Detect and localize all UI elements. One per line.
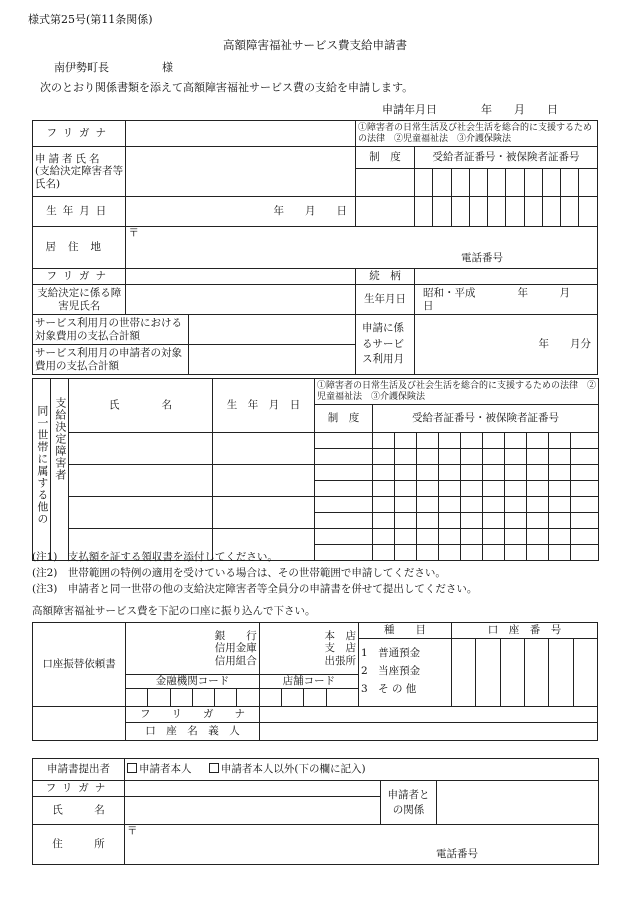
household-name-header: 氏 名 (69, 379, 213, 433)
household-total-input[interactable] (189, 315, 356, 345)
cert-cell[interactable] (571, 513, 599, 529)
cert-cell[interactable] (417, 529, 439, 545)
cert-cell[interactable] (571, 465, 599, 481)
account-kind-options[interactable] (358, 639, 451, 707)
inst-code-digit[interactable] (192, 689, 214, 707)
cert-cell[interactable] (483, 481, 505, 497)
cert-cell[interactable] (439, 465, 461, 481)
branch-code-label: 店舗コード (259, 675, 358, 689)
inst-code-digit[interactable] (148, 689, 170, 707)
applicant-total-input[interactable] (189, 345, 356, 375)
side-label-text: 同一世帯に属する他の (35, 405, 49, 525)
cert-cell[interactable] (549, 529, 571, 545)
cert-cell[interactable] (439, 497, 461, 513)
child-furigana-input[interactable] (126, 269, 356, 285)
cert-cell[interactable] (461, 449, 483, 465)
cert-cell[interactable] (439, 545, 461, 561)
cert-cell[interactable] (571, 481, 599, 497)
relation-to-applicant-input[interactable] (437, 781, 599, 825)
relation-to-applicant-label: 申請者との関係 (381, 781, 437, 825)
submitter-furigana-label: フリガナ (33, 781, 125, 797)
household-birth-header: 生 年 月 日 (213, 379, 315, 433)
other-checkbox[interactable] (209, 763, 219, 773)
child-name-input[interactable] (126, 285, 356, 315)
cert-cell[interactable] (461, 465, 483, 481)
submitter-name-input[interactable] (125, 797, 381, 825)
cert-cell[interactable] (461, 529, 483, 545)
member-birth-input[interactable] (213, 433, 315, 465)
account-kind-label: 種 目 (358, 623, 451, 639)
member-name-input[interactable] (69, 497, 213, 529)
cert-cell[interactable] (549, 481, 571, 497)
cert-cell[interactable] (373, 481, 395, 497)
furigana-label: フリガナ (33, 121, 126, 147)
cert-cell[interactable] (483, 529, 505, 545)
type-kumiai: 信用組合 (214, 654, 257, 667)
member-birth-input[interactable] (213, 465, 315, 497)
name-label-main: 申請者氏名 (35, 152, 103, 165)
submitter-address-label: 住 所 (33, 825, 125, 865)
cert-cell[interactable] (417, 465, 439, 481)
cert-cell[interactable] (505, 481, 527, 497)
member-name-input[interactable] (69, 433, 213, 465)
phone-label: 電話番号 (461, 251, 503, 264)
type-bank: 銀 行 (214, 629, 257, 642)
cert-cell[interactable] (373, 433, 395, 449)
cert-cell[interactable] (579, 169, 598, 197)
household-total-label: サービス利用月の世帯における対象費用の支払合計額 (33, 315, 189, 345)
institution-type (126, 623, 260, 675)
birthdate-label: 生年月日 (33, 197, 126, 227)
cert-cell[interactable] (549, 513, 571, 529)
cert-cell[interactable] (417, 481, 439, 497)
account-digit[interactable] (549, 639, 573, 707)
member-system-input[interactable] (315, 513, 373, 529)
cert-cell[interactable] (579, 197, 598, 227)
branch-shucchojo: 出張所 (324, 654, 356, 667)
side-label-text-2: 支給決定障害者 (53, 397, 67, 481)
cert-cell[interactable] (395, 449, 417, 465)
cert-cell[interactable] (527, 545, 549, 561)
cert-cell[interactable] (571, 449, 599, 465)
furigana-input[interactable] (126, 121, 356, 147)
system-label: 制 度 (356, 147, 415, 169)
cert-cell[interactable] (417, 497, 439, 513)
account-digit[interactable] (476, 639, 500, 707)
submitter-furigana-input[interactable] (125, 781, 381, 797)
branch-code-digit[interactable] (326, 689, 358, 707)
cert-cell[interactable] (527, 481, 549, 497)
submitter-phone-label: 電話番号 (436, 847, 479, 860)
form-title: 高額障害福祉サービス費支給申請書 (223, 38, 407, 52)
cert-cell[interactable] (483, 449, 505, 465)
cert-cell[interactable] (469, 197, 487, 227)
member-system-input[interactable] (315, 529, 373, 545)
cert-cell[interactable] (505, 433, 527, 449)
cert-cell[interactable] (373, 465, 395, 481)
branch-type (259, 623, 358, 675)
service-month-label: 申請に係るサービス利用月 (356, 315, 415, 375)
submitter-address-input[interactable] (125, 825, 599, 865)
inst-code-digit[interactable] (215, 689, 237, 707)
application-date: 申請年月日 年 月 日 (382, 103, 558, 116)
cert-cell[interactable] (461, 497, 483, 513)
account-digit[interactable] (524, 639, 548, 707)
cert-cell[interactable] (461, 481, 483, 497)
kind-futsu[interactable]: 1 普通預金 (360, 647, 421, 659)
system-input[interactable] (356, 169, 415, 197)
bank-label-filler (33, 707, 126, 741)
holder-furigana-label: フ リ ガ ナ (126, 707, 260, 723)
cert-cell[interactable] (571, 433, 599, 449)
cert-cell[interactable] (483, 433, 505, 449)
birthdate-input[interactable]: 年 月 日 (126, 197, 356, 227)
household-cert-label: 受給者証番号・被保険者証番号 (373, 405, 599, 433)
cert-cell[interactable] (395, 545, 417, 561)
submitter-name-label: 氏 名 (33, 797, 125, 825)
cert-cell[interactable] (505, 545, 527, 561)
cert-cell[interactable] (373, 449, 395, 465)
cert-cell[interactable] (571, 497, 599, 513)
cert-cell[interactable] (439, 449, 461, 465)
branch-shiten: 支 店 (324, 642, 356, 655)
household-side-label-2 (51, 379, 69, 561)
branch-code-digit[interactable] (282, 689, 304, 707)
cert-cell[interactable] (414, 197, 432, 227)
address-input[interactable] (126, 227, 598, 269)
household-system-label: 制 度 (315, 405, 373, 433)
member-system-input[interactable] (315, 465, 373, 481)
cert-cell[interactable] (439, 513, 461, 529)
self-checkbox[interactable] (127, 763, 137, 773)
cert-cell[interactable] (461, 513, 483, 529)
cert-cell[interactable] (527, 497, 549, 513)
other-option-label: 申請者本人以外(下の欄に記入) (220, 763, 366, 776)
address-label: 居住地 (33, 227, 126, 269)
kind-other[interactable]: 3 そ の 他 (360, 682, 417, 695)
postal-mark: 〒 (128, 227, 139, 239)
inst-code-digit[interactable] (170, 689, 192, 707)
cert-cell[interactable] (527, 513, 549, 529)
cert-cell[interactable] (483, 545, 505, 561)
cert-cell[interactable] (549, 433, 571, 449)
member-system-input[interactable] (315, 497, 373, 513)
account-digit[interactable] (573, 639, 597, 707)
laws-text: ①障害者の日常生活及び社会生活を総合的に支援するための法律 ②児童福祉法 ③介護保険法 (356, 121, 598, 147)
submitter-postal-mark: 〒 (127, 825, 138, 837)
service-month-input[interactable]: 年 月分 (414, 315, 597, 375)
self-option-label: 申請者本人 (139, 763, 192, 776)
note-3: (注3) 申請者と同一世帯の他の支給決定障害者等全員分の申請書を併せて提出してください。 (32, 583, 478, 595)
cert-cell[interactable] (488, 197, 506, 227)
submitter-label: 申請書提出者 (33, 759, 125, 781)
cert-cell[interactable] (414, 169, 432, 197)
submitter-table (32, 758, 599, 865)
cert-cell[interactable] (527, 449, 549, 465)
cert-cell[interactable] (373, 545, 395, 561)
branch-code-digit[interactable] (304, 689, 326, 707)
household-table (32, 378, 599, 561)
cert-cell[interactable] (451, 197, 469, 227)
cert-cell[interactable] (433, 197, 451, 227)
branch-code-digit[interactable] (259, 689, 281, 707)
cert-cell[interactable] (417, 545, 439, 561)
submitter-options (125, 759, 599, 781)
intro-text: 次のとおり関係書類を添えて高額障害福祉サービス費の支給を申請します。 (40, 81, 414, 94)
cert-cell[interactable] (483, 465, 505, 481)
inst-code-digit[interactable] (126, 689, 148, 707)
cert-cell[interactable] (524, 197, 542, 227)
applicant-total-label: サービス利用月の申請者の対象費用の支払合計額 (33, 345, 189, 375)
cert-no-label: 受給者証番号・被保険者証番号 (414, 147, 597, 169)
cert-cell[interactable] (373, 529, 395, 545)
cert-cell[interactable] (395, 433, 417, 449)
institution-code-label: 金融機関コード (126, 675, 260, 689)
inst-code-digit[interactable] (237, 689, 259, 707)
member-system-input[interactable] (315, 433, 373, 449)
cert-cell[interactable] (395, 513, 417, 529)
account-no-label: 口 座 番 号 (452, 623, 598, 639)
bank-intro: 高額障害福祉サービス費を下記の口座に振り込んで下さい。 (32, 605, 316, 617)
cert-cell[interactable] (506, 197, 524, 227)
member-birth-input[interactable] (213, 497, 315, 529)
cert-cell[interactable] (373, 497, 395, 513)
member-name-input[interactable] (69, 465, 213, 497)
applicant-name-input[interactable] (126, 147, 356, 197)
cert-cell[interactable] (417, 449, 439, 465)
form-number: 様式第25号(第11条関係) (28, 13, 153, 26)
cert-cell[interactable] (506, 169, 524, 197)
cert-cell[interactable] (527, 529, 549, 545)
cert-cell[interactable] (483, 497, 505, 513)
cert-cell[interactable] (561, 197, 579, 227)
applicant-name-label (33, 147, 126, 197)
name-label-sub: (支給決定障害者等氏名) (35, 165, 124, 190)
child-birth-label: 生年月日 (356, 285, 415, 315)
cert-cell[interactable] (542, 169, 560, 197)
cert-cell[interactable] (417, 513, 439, 529)
account-digit[interactable] (500, 639, 524, 707)
cert-cell[interactable] (571, 529, 599, 545)
cert-cell[interactable] (549, 497, 571, 513)
cert-cell[interactable] (461, 433, 483, 449)
cert-cell[interactable] (469, 169, 487, 197)
cert-cell[interactable] (395, 481, 417, 497)
cert-cell[interactable] (395, 529, 417, 545)
household-side-label (33, 379, 51, 561)
cert-cell[interactable] (395, 497, 417, 513)
cert-cell[interactable] (571, 545, 599, 561)
honorific: 様 (162, 61, 173, 74)
cert-cell[interactable] (542, 197, 560, 227)
bank-table (32, 622, 598, 741)
cert-cell[interactable] (524, 169, 542, 197)
cert-cell[interactable] (505, 513, 527, 529)
note-1: (注1) 支払額を証する領収書を添付してください。 (32, 551, 278, 563)
child-birth-input[interactable]: 昭和・平成 年 月 日 (414, 285, 597, 315)
branch-honten: 本 店 (324, 629, 356, 642)
cert-cell[interactable] (505, 465, 527, 481)
cert-cell[interactable] (561, 169, 579, 197)
member-system-input[interactable] (315, 545, 373, 561)
type-shinkin: 信用金庫 (214, 642, 257, 655)
cert-cell[interactable] (505, 497, 527, 513)
cert-cell[interactable] (527, 433, 549, 449)
addressee: 南伊勢町長 (54, 61, 109, 74)
cert-cell[interactable] (417, 433, 439, 449)
cert-cell[interactable] (488, 169, 506, 197)
cert-cell[interactable] (433, 169, 451, 197)
child-furigana-label: フリガナ (33, 269, 126, 285)
member-system-input[interactable] (315, 449, 373, 465)
relation-input[interactable] (414, 269, 597, 285)
cert-cell[interactable] (483, 513, 505, 529)
cert-cell[interactable] (395, 465, 417, 481)
holder-furigana-input[interactable] (259, 707, 597, 723)
cert-cell[interactable] (505, 449, 527, 465)
cert-cell[interactable] (373, 513, 395, 529)
household-laws-text: ①障害者の日常生活及び社会生活を総合的に支援するための法律 ②児童福祉法 ③介護保険法 (315, 379, 599, 405)
applicant-table (32, 120, 602, 375)
system-input[interactable] (356, 197, 415, 227)
cert-cell[interactable] (549, 465, 571, 481)
cert-cell[interactable] (451, 169, 469, 197)
cert-cell[interactable] (549, 545, 571, 561)
cert-cell[interactable] (461, 545, 483, 561)
holder-name-label: 口 座 名 義 人 (126, 723, 260, 741)
cert-cell[interactable] (439, 433, 461, 449)
cert-cell[interactable] (439, 481, 461, 497)
cert-cell[interactable] (549, 449, 571, 465)
member-system-input[interactable] (315, 481, 373, 497)
account-digit[interactable] (452, 639, 476, 707)
cert-cell[interactable] (439, 529, 461, 545)
relation-label: 続 柄 (356, 269, 415, 285)
transfer-request-label: 口座振替依頼書 (33, 623, 126, 707)
child-name-label: 支給決定に係る障害児氏名 (33, 285, 126, 315)
kind-toza[interactable]: 2 当座預金 (360, 664, 421, 677)
holder-name-input[interactable] (259, 723, 597, 741)
cert-cell[interactable] (505, 529, 527, 545)
note-2: (注2) 世帯範囲の特例の適用を受けている場合は、その世帯範囲で申請してください。 (32, 567, 446, 579)
cert-cell[interactable] (527, 465, 549, 481)
